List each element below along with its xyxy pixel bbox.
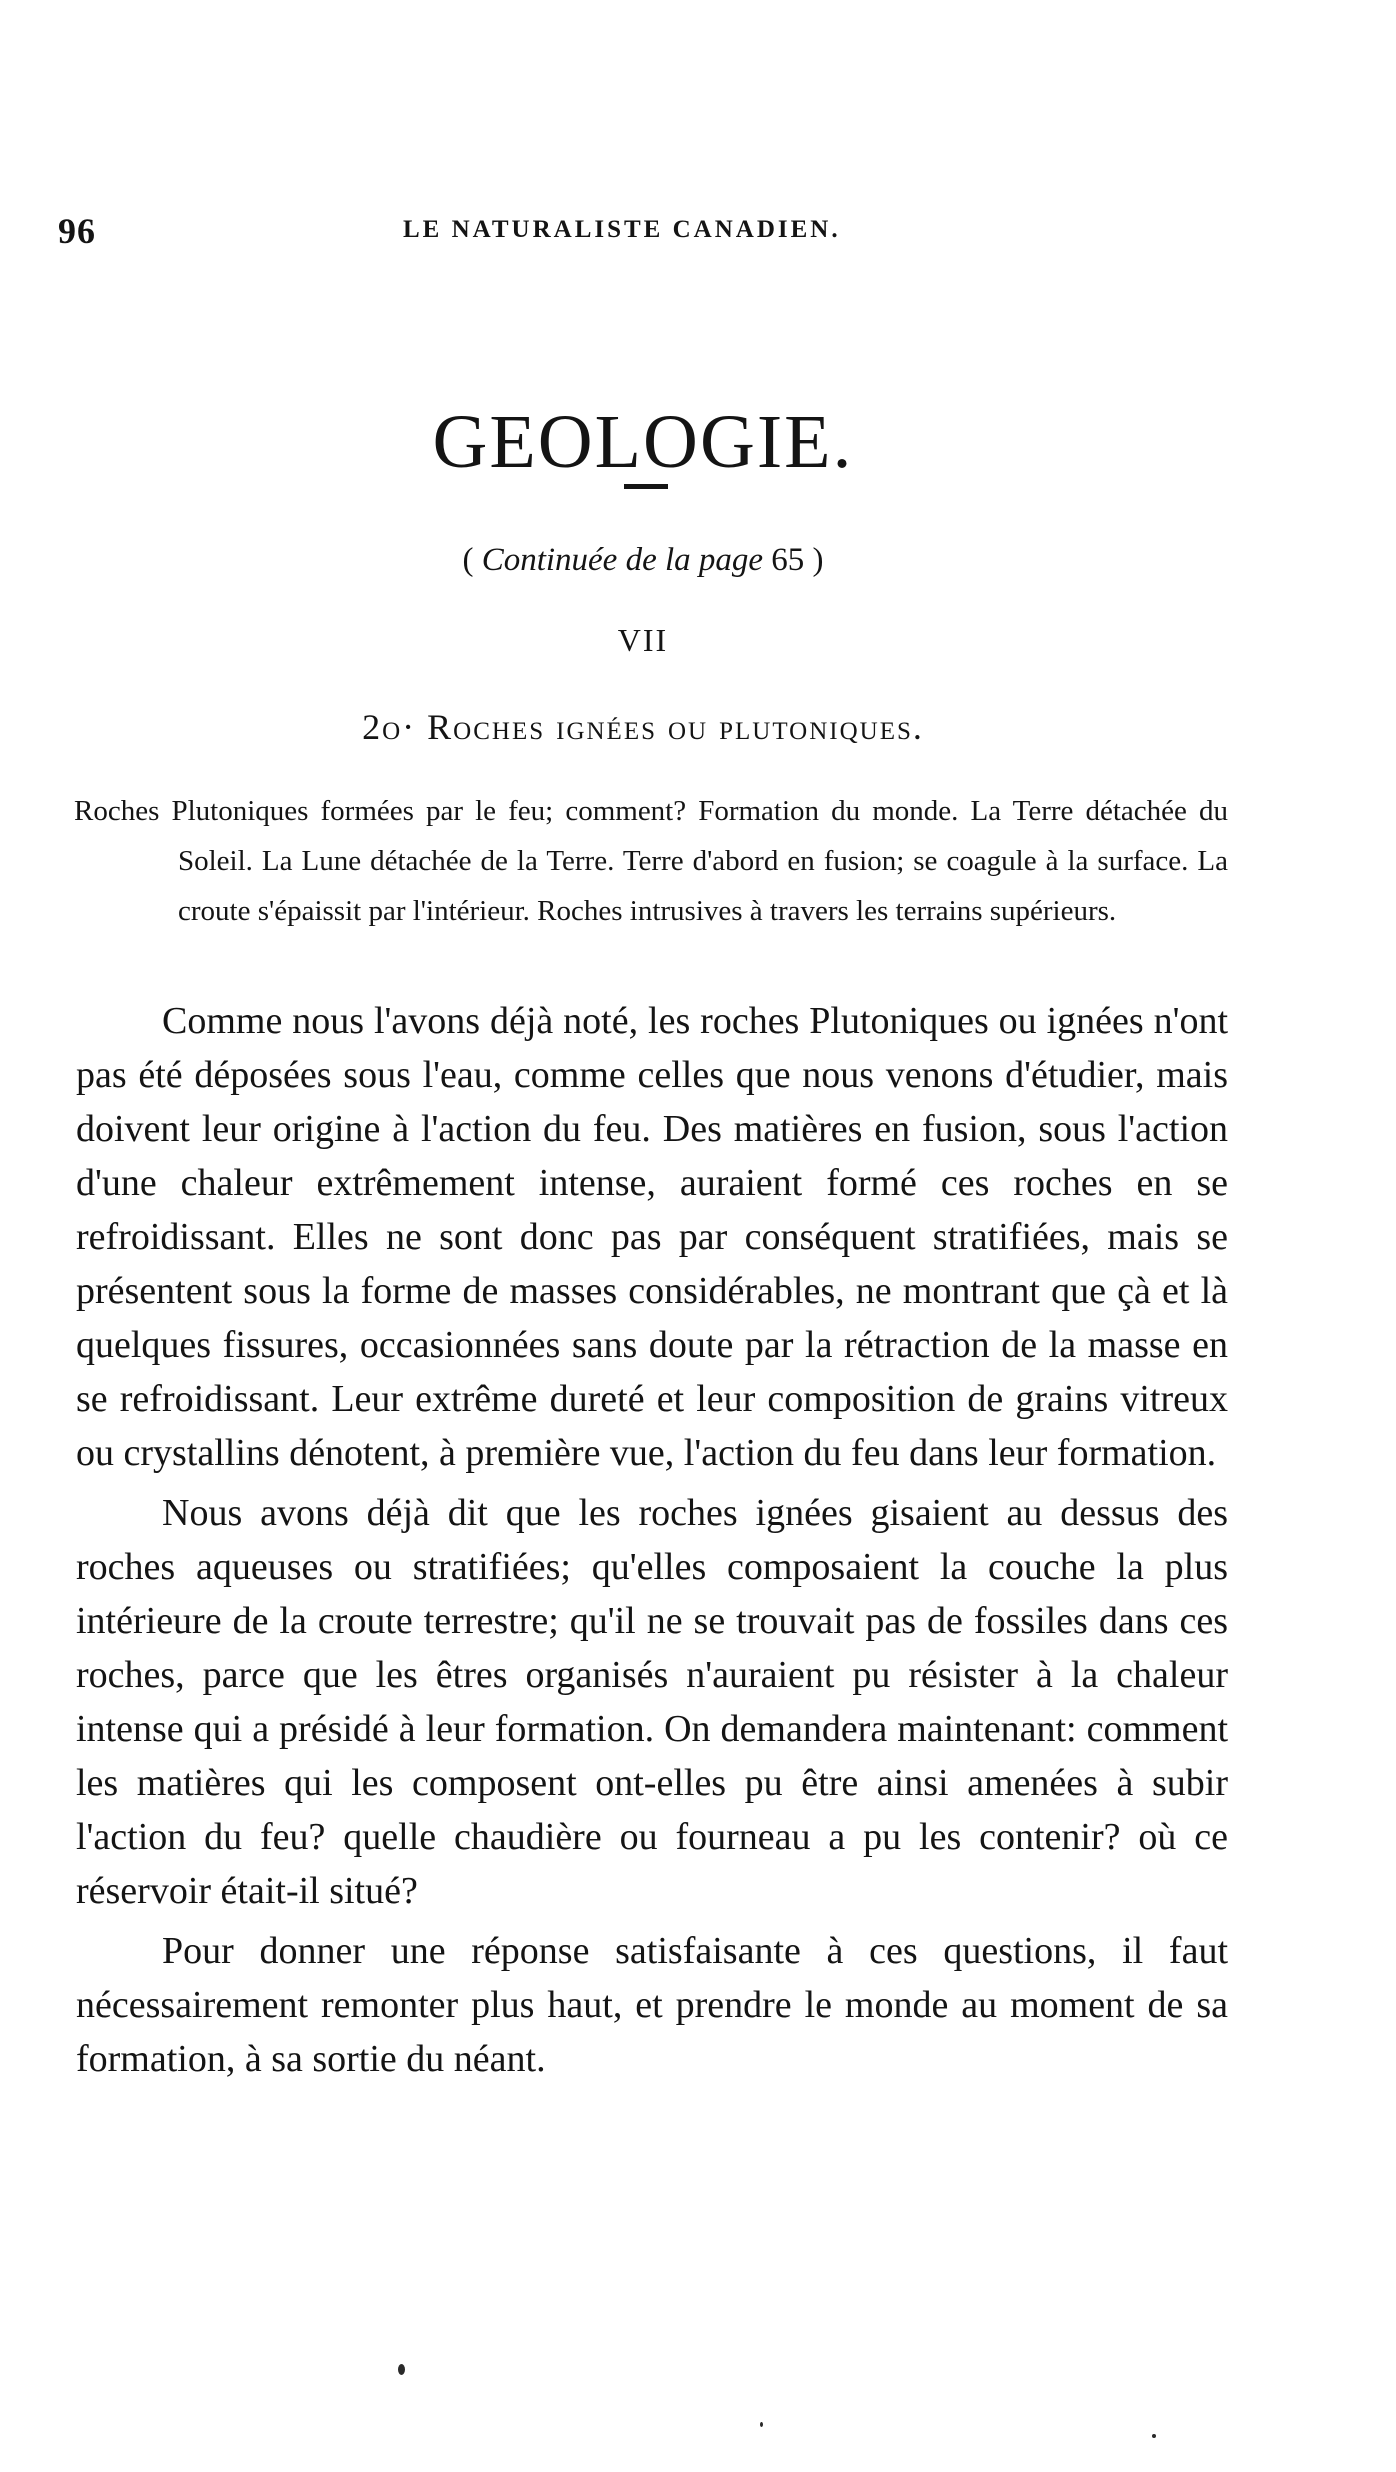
running-head [58, 210, 1238, 250]
paragraph-2: Nous avons déjà dit que les roches ignées gisaient au dessus des roches aqueuses ou stratifiées; qu'elles composaient la couche la plus intérieure de la croute terrestre; qu'il ne se trouvait pas de fossiles dans ces roches, parce que les êtres organisés n'auraient pu résister à la chaleur intense qui a présidé à leur formation. On demandera maintenant: comment les matières qui les composent ont-elles pu être ainsi amenées à subir l'action du feu? quelle chaudière ou fourneau a pu les contenir? où ce réservoir était-il situé? [76, 1492, 1228, 1912]
body-text [76, 994, 1228, 2092]
article-title: GEOLOGIE. [432, 399, 854, 484]
continuation-open: ( [462, 542, 482, 578]
ink-speck [398, 2364, 405, 2375]
journal-title: LE NATURALISTE CANADIEN. [403, 216, 841, 243]
section-number: VII [617, 622, 669, 658]
paragraph-1: Comme nous l'avons déjà noté, les roches Plutoniques ou ignées n'ont pas été déposées sous l'eau, comme celles que nous venons d'étudier, mais doivent leur origine à l'action du feu. Des matières en fusion, sous l'action d'une chaleur extrêmement intense, auraient formé ces roches en se refroidissant. Elles ne sont donc pas par conséquent stratifiées, mais se présentent sous la forme de masses considérables, ne montrant que çà et là quelques fissures, occasionnées sans doute par la rétraction de la masse en se refroidissant. Leur extrême dureté et leur composition de grains vitreux ou crystallins dénotent, à première vue, l'action du feu dans leur formation. [76, 1000, 1228, 1474]
title-divider [624, 484, 668, 489]
ink-speck [1152, 2434, 1156, 2438]
continuation-note [0, 542, 1286, 579]
ink-speck [760, 2422, 763, 2427]
section-title: 2o· Roches ignées ou plutoniques. [362, 707, 924, 747]
page-number: 96 [58, 211, 96, 251]
continuation-label: Continuée de la page [481, 542, 764, 578]
continuation-page: 65 ) [763, 542, 824, 578]
paragraph-3: Pour donner une réponse satisfaisante à ces questions, il faut nécessairement remonter plus haut, et prendre le monde au moment de sa formation, à sa sortie du néant. [76, 1930, 1228, 2080]
section-summary: Roches Plutoniques formées par le feu; comment? Formation du monde. La Terre détachée du Soleil. La Lune détachée de la Terre. Terre d'abord en fusion; se coagule à la surface. La croute s'épaissit par l'intérieur. Roches intrusives à travers les terrains supérieurs. [74, 795, 1228, 927]
